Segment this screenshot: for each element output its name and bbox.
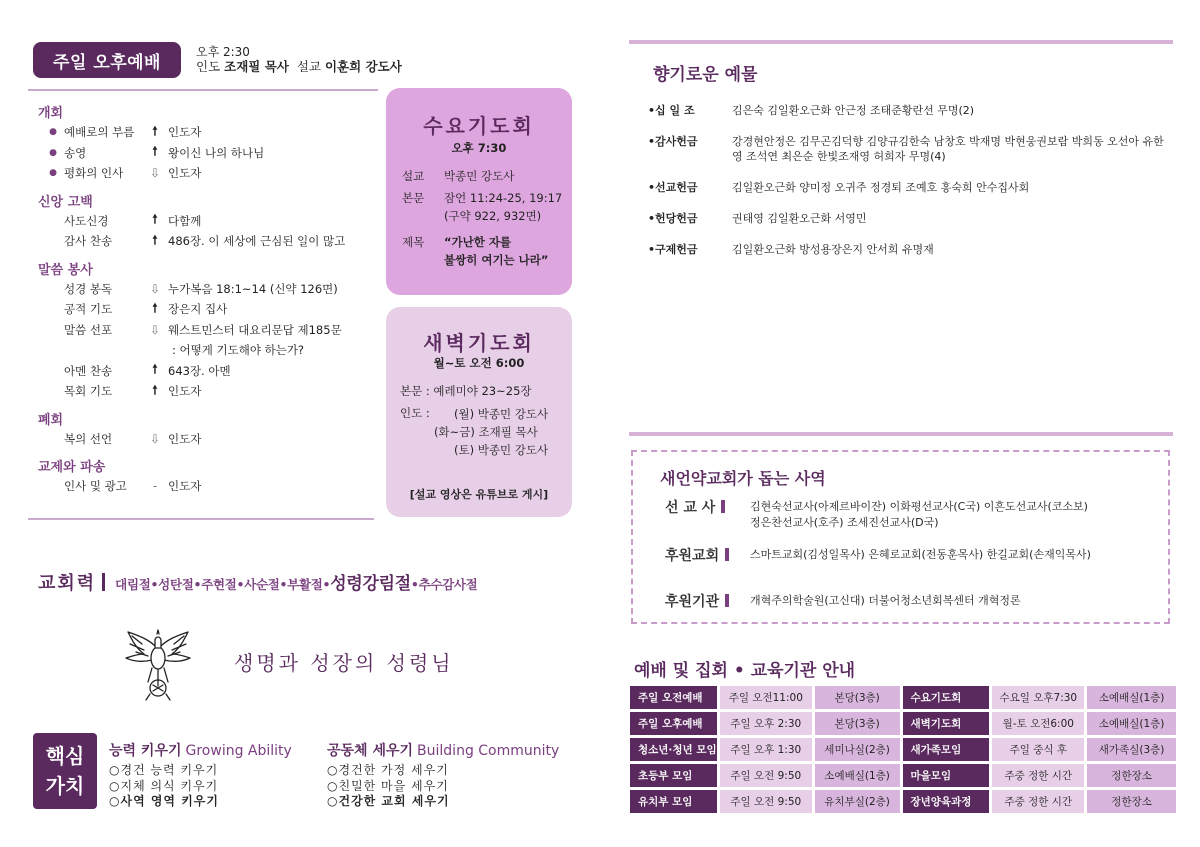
core-value-item: ○사역 영역 키우기 <box>109 794 219 808</box>
wednesday-text-line: (구약 922, 932면) <box>444 209 542 223</box>
core-value-item: ○친밀한 마을 세우기 <box>327 778 449 793</box>
order-item-name: 목회 기도 <box>64 384 113 399</box>
gathering-name: 유치부 모임 <box>630 790 717 813</box>
order-item <box>38 361 383 382</box>
calendar-items <box>115 569 477 594</box>
wednesday-text-line: 잠언 11:24-25, 19:17 <box>444 191 563 205</box>
gathering-name: 수요기도회 <box>903 686 990 709</box>
label-bar <box>725 548 729 561</box>
order-item-name: 성경 봉독 <box>64 281 113 296</box>
sit-arrow-icon: ⇩ <box>149 166 161 181</box>
gathering-time: 주중 정한 시간 <box>992 764 1084 787</box>
ministry-label <box>665 591 729 611</box>
label-bar <box>721 500 725 513</box>
sit-arrow-icon: ⇩ <box>149 281 161 296</box>
offering-title: 향기로운 예물 <box>653 65 758 85</box>
divider <box>28 518 374 520</box>
offering-label: •십 일 조 <box>648 104 695 117</box>
bullet-icon: ● <box>49 168 57 179</box>
core-value-item: ○건강한 교회 세우기 <box>327 794 450 808</box>
gathering-time: 주중 정한 시간 <box>992 790 1084 813</box>
dawn-text: 본문 : 예레미야 23~25장 <box>400 384 532 398</box>
dawn-leader: (토) 박종민 강도사 <box>454 443 549 457</box>
service-title: 주일 오후예배 <box>33 42 181 78</box>
stand-arrow-icon: 🠕 <box>152 362 158 377</box>
order-item-name: 감사 찬송 <box>64 234 113 249</box>
gathering-name: 마을모임 <box>903 764 990 787</box>
order-item <box>38 320 383 341</box>
order-section-heading: 말씀 봉사 <box>38 262 93 278</box>
dawn-prayer-box <box>386 307 572 517</box>
dash-icon: - <box>152 479 158 494</box>
order-item <box>38 429 383 450</box>
gathering-name: 장년양육과정 <box>903 790 990 813</box>
order-item-name: 평화의 인사 <box>64 166 124 181</box>
ministry-line: 정은찬선교사(호주) 조세진선교사(D국) <box>750 516 939 529</box>
stand-arrow-icon: 🠕 <box>152 232 158 247</box>
guide-row <box>630 764 1176 787</box>
order-item-name: 아멘 찬송 <box>64 363 113 378</box>
core-value-item: ○지체 의식 키우기 <box>109 778 219 793</box>
gathering-time: 월-토 오전6:00 <box>992 712 1084 735</box>
gathering-place: 본당(3층) <box>815 712 900 735</box>
offering-label: •헌당헌금 <box>648 212 698 225</box>
calendar-theme: 생명과 성장의 성령님 <box>234 651 454 675</box>
calendar-current-season: 성령강림절 <box>330 574 411 594</box>
gathering-name: 청소년·청년 모임 <box>630 738 717 761</box>
dawn-leader-label: 인도 : <box>400 406 430 420</box>
calendar-bar <box>102 573 105 591</box>
order-item-name: 예배로의 부름 <box>64 125 135 140</box>
stand-arrow-icon: 🠕 <box>152 300 158 315</box>
core-value-item: ○경건한 가정 세우기 <box>327 763 449 777</box>
ministry-label <box>665 545 729 565</box>
core-value-item: ○경건 능력 키우기 <box>109 763 219 777</box>
ministry-label-text: 후원교회 <box>665 548 720 564</box>
gathering-place: 소예배실(1층) <box>815 764 900 787</box>
dove-icon <box>120 618 196 702</box>
offering-row <box>648 180 1173 195</box>
order-item <box>38 299 383 320</box>
preacher-name: 이훈희 강도사 <box>324 59 402 74</box>
core-value-title: 공동체 세우기 <box>327 743 414 759</box>
ministry-values <box>750 547 1091 563</box>
gathering-name: 주일 오전예배 <box>630 686 717 709</box>
order-item <box>38 211 383 232</box>
core-values-label <box>33 733 97 809</box>
offering-label: •구제헌금 <box>648 243 698 256</box>
order-item-desc: 웨스트민스터 대요리문답 제185문 <box>168 322 342 337</box>
service-time: 오후 2:30 <box>196 45 250 59</box>
guide-row <box>630 686 1176 709</box>
ministry-line: 김현숙선교사(아제르바이잔) 이화평선교사(C국) 이흔도선교사(코소보) <box>750 500 1088 513</box>
divider <box>28 89 378 91</box>
ministry-label-text: 후원기관 <box>665 594 720 610</box>
ministry-values <box>750 499 1088 531</box>
dawn-leaders <box>434 405 548 459</box>
ministry-label <box>665 497 725 517</box>
gathering-place: 본당(3층) <box>815 686 900 709</box>
gathering-time: 주일 오후 1:30 <box>720 738 812 761</box>
wednesday-topic-line: 불쌍히 여기는 나라” <box>444 253 549 267</box>
wednesday-topic-label: 제목 <box>402 235 425 249</box>
bullet-icon: ● <box>49 147 57 158</box>
guide-row <box>630 712 1176 735</box>
guide-title: 예배 및 집회 • 교육기관 안내 <box>634 661 856 681</box>
order-item-name: 사도신경 <box>64 213 109 228</box>
order-item <box>38 163 383 184</box>
order-item-desc: 486장. 이 세상에 근심된 일이 많고 <box>168 234 346 249</box>
gathering-name: 초등부 모임 <box>630 764 717 787</box>
wednesday-preacher-label: 설교 <box>402 169 425 183</box>
service-leaders <box>196 59 402 75</box>
order-item-desc: 왕이신 나의 하나님 <box>168 145 265 160</box>
gathering-place: 정한장소 <box>1087 790 1176 813</box>
order-item-name: 말씀 선포 <box>64 322 113 337</box>
gathering-name: 주일 오후예배 <box>630 712 717 735</box>
divider <box>629 432 1173 436</box>
guide-table <box>630 686 1176 816</box>
sit-arrow-icon: ⇩ <box>149 322 161 337</box>
guide-row <box>630 790 1176 813</box>
dawn-title: 새벽기도회 <box>423 331 535 355</box>
wednesday-title: 수요기도회 <box>423 114 535 138</box>
ministry-line: 스마트교회(김성일목사) 은혜로교회(전동훈목사) 한길교회(손재익목사) <box>750 548 1091 561</box>
wednesday-topic <box>444 234 548 268</box>
core-value-list <box>327 763 559 810</box>
ministry-title: 새언약교회가 돕는 사역 <box>660 469 826 488</box>
offering-label: •선교헌금 <box>648 181 698 194</box>
gathering-time: 수요일 오후7:30 <box>992 686 1084 709</box>
order-item <box>38 381 383 402</box>
order-section-heading: 폐회 <box>38 412 64 428</box>
offering-label: •감사헌금 <box>648 135 698 148</box>
gathering-place: 유치부실(2층) <box>815 790 900 813</box>
preacher-label: 설교 <box>296 59 321 74</box>
core-value-title: 능력 키우기 <box>109 743 182 759</box>
order-item-name: 공적 기도 <box>64 302 113 317</box>
gathering-time: 주일 오후 2:30 <box>720 712 812 735</box>
dawn-leader: (화~금) 조재필 목사 <box>434 425 538 439</box>
youtube-note: [설교 영상은 유튜브로 게시] <box>409 488 549 501</box>
gathering-time: 주일 오전 9:50 <box>720 764 812 787</box>
order-section-heading: 신앙 고백 <box>38 194 93 210</box>
core-value-list <box>109 763 292 810</box>
order-item-desc: 인도자 <box>168 384 202 399</box>
church-calendar <box>38 569 477 595</box>
ministry-values <box>750 593 1021 609</box>
offering-names: 김일환오근화 양미정 오귀주 정경퇴 조예호 홍숙희 안수집사회 <box>732 181 1030 194</box>
core-value-heading <box>327 740 559 760</box>
offering-row <box>648 211 1173 226</box>
guide-row <box>630 738 1176 761</box>
core-value-english: Growing Ability <box>185 743 292 759</box>
gathering-place: 소예배실(1층) <box>1087 686 1176 709</box>
divider <box>629 40 1173 44</box>
label-bar <box>725 594 729 607</box>
order-item-name: 송영 <box>64 145 87 160</box>
gathering-place: 세미나실(2층) <box>815 738 900 761</box>
offering-names: 강경현안정은 김무곤김덕향 김양규김한숙 남창호 박재명 박현웅권보람 박희동 오선아 유한영 조석연 최은순 한빛조재영 허희자 무명(4) <box>732 135 1164 163</box>
wednesday-time: 오후 7:30 <box>451 141 507 155</box>
gathering-name: 새벽기도회 <box>903 712 990 735</box>
worship-order <box>38 105 383 497</box>
offering-row <box>648 242 1173 257</box>
order-item-continuation: : 어떻게 기도해야 하는가? <box>172 343 305 358</box>
order-item-desc: 인도자 <box>168 166 202 181</box>
wednesday-preacher: 박종민 강도사 <box>444 169 515 183</box>
order-item-name: 복의 선언 <box>64 431 113 446</box>
core-value-english: Building Community <box>417 743 560 759</box>
core-value-group <box>327 740 559 810</box>
order-item <box>38 279 383 300</box>
order-item <box>38 143 383 164</box>
offering-row <box>648 134 1173 164</box>
wednesday-topic-line: “가난한 자를 <box>444 235 512 249</box>
gathering-time: 주일 중식 후 <box>992 738 1084 761</box>
dawn-leader: (월) 박종민 강도사 <box>454 407 549 421</box>
gathering-time: 주일 오전 9:50 <box>720 790 812 813</box>
stand-arrow-icon: 🠕 <box>152 144 158 159</box>
core-label-line: 핵심 <box>45 744 85 768</box>
gathering-name: 새가족모임 <box>903 738 990 761</box>
offering-names: 김일환오근화 방성용장은지 안서희 유명재 <box>732 243 934 256</box>
gathering-place: 소예배실(1층) <box>1087 712 1176 735</box>
bullet-icon: ● <box>49 127 57 138</box>
dawn-time: 월~토 오전 6:00 <box>433 356 525 370</box>
gathering-time: 주일 오전11:00 <box>720 686 812 709</box>
order-item <box>38 476 383 497</box>
sit-arrow-icon: ⇩ <box>149 431 161 446</box>
stand-arrow-icon: 🠕 <box>152 382 158 397</box>
calendar-title: 교회력 <box>38 573 97 594</box>
wednesday-text <box>444 190 562 224</box>
order-item-name: 인사 및 광고 <box>64 479 127 494</box>
offering-names: 권태영 김일환오근화 서영민 <box>732 212 867 225</box>
order-section-heading: 교제와 파송 <box>38 460 106 475</box>
offering-names: 김은숙 김일환오근화 안근정 조태준황란선 무명(2) <box>732 104 975 117</box>
order-item-desc: 643장. 아멘 <box>168 363 231 378</box>
order-item <box>38 122 383 143</box>
ministry-label-text: 선 교 사 <box>665 500 716 516</box>
calendar-seasons: 대림절•성탄절•주현절•사순절•부활절• <box>115 577 331 592</box>
order-section-heading: 개회 <box>38 106 64 121</box>
stand-arrow-icon: 🠕 <box>152 212 158 227</box>
order-item-desc: 누가복음 18:1~14 (신약 126면) <box>168 281 338 296</box>
leader-name: 조재필 목사 <box>224 59 289 74</box>
order-item-desc: 인도자 <box>168 125 202 140</box>
core-value-group <box>109 740 292 810</box>
leader-label: 인도 <box>196 59 221 74</box>
calendar-seasons-after: •추수감사절 <box>410 577 478 592</box>
core-label-line: 가치 <box>45 774 85 798</box>
stand-arrow-icon: 🠕 <box>152 123 158 138</box>
gathering-place: 정한장소 <box>1087 764 1176 787</box>
order-item-desc: 인도자 <box>168 479 202 494</box>
gathering-place: 새가족실(3층) <box>1087 738 1176 761</box>
offering-row <box>648 103 1173 118</box>
order-item-desc: 장은지 집사 <box>168 302 228 317</box>
order-item-desc: 다함께 <box>168 213 202 228</box>
order-item <box>38 231 383 252</box>
core-value-heading <box>109 740 292 760</box>
ministry-line: 개혁주의학술원(고신대) 더불어청소년회복센터 개혁정론 <box>750 594 1021 607</box>
wednesday-text-label: 본문 <box>402 191 425 205</box>
order-item-desc: 인도자 <box>168 431 202 446</box>
wednesday-prayer-box <box>386 88 572 295</box>
